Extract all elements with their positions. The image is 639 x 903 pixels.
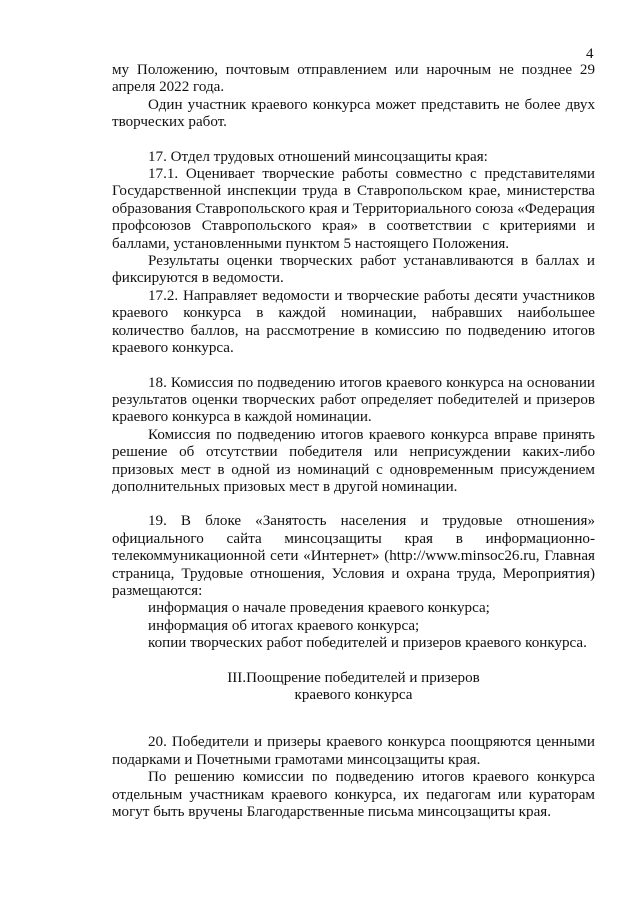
paragraph-17-2: 17.2. Направляет ведомости и творческие работы десяти участников краевого конкурса в каждой номинации, набравших наибольшее количество баллов, на рассмотрение в комиссию по подведению итогов краевого конкурса. xyxy=(112,287,595,357)
paragraph-17: 17. Отдел трудовых отношений минсоцзащиты края: xyxy=(148,148,488,165)
paragraph-17-1: 17.1. Оценивает творческие работы совместно с представителями Государственной инспекции труда в Ставропольском крае, министерства образования Ставропольского края и Территориального союза «Федерация профсоюзов Ставропольского края» в соответствии с критериями и баллами, установленными пунктом 5 настоящего Положения. xyxy=(112,166,595,252)
section-heading-line2: краевого конкурса xyxy=(294,687,413,703)
list-item: копии творческих работ победителей и призеров краевого конкурса. xyxy=(148,635,587,652)
paragraph-18: 18. Комиссия по подведению итогов краевого конкурса на основании результатов оценки творческих работ определяет победителей и призеров краевого конкурса в каждой номинации. xyxy=(112,374,595,426)
section-heading xyxy=(112,670,595,705)
paragraph-letters: По решению комиссии по подведению итогов краевого конкурса отдельным участникам краевого конкурса, их педагогам или кураторам могут быть вручены Благодарственные письма минсоцзащиты края. xyxy=(112,769,595,821)
list-item: информация об итогах краевого конкурса; xyxy=(148,617,420,634)
document-body xyxy=(112,62,595,821)
page-number: 4 xyxy=(586,46,594,62)
paragraph-results: Результаты оценки творческих работ устанавливаются в баллах и фиксируются в ведомости. xyxy=(112,253,595,287)
paragraph-20: 20. Победители и призеры краевого конкурса поощряются ценными подарками и Почетными грамотами минсоцзащиты края. xyxy=(112,734,595,768)
paragraph-commission-right: Комиссия по подведению итогов краевого конкурса вправе принять решение об отсутствии победителя или неприсуждении каких-либо призовых мест в одной из номинаций с одновременным присуждением дополнительных призовых мест в другой номинации. xyxy=(112,426,595,495)
section-heading-line1: III.Поощрение победителей и призеров xyxy=(227,669,480,686)
paragraph-19: 19. В блоке «Занятость населения и трудовые отношения» официального сайта минсоцзащиты края в информационно-телекоммуникационной сети «Интернет» (http://www.minsoc26.ru, Главная страница, Трудовые отношения, Условия и охрана труда, Мероприятия) размещаются: xyxy=(112,513,595,599)
list-item: информация о начале проведения краевого конкурса; xyxy=(148,600,490,617)
paragraph-max-works: Один участник краевого конкурса может представить не более двух творческих работ. xyxy=(112,96,595,131)
paragraph-continuation: му Положению, почтовым отправлением или нарочным не позднее 29 апреля 2022 года. xyxy=(112,62,595,96)
